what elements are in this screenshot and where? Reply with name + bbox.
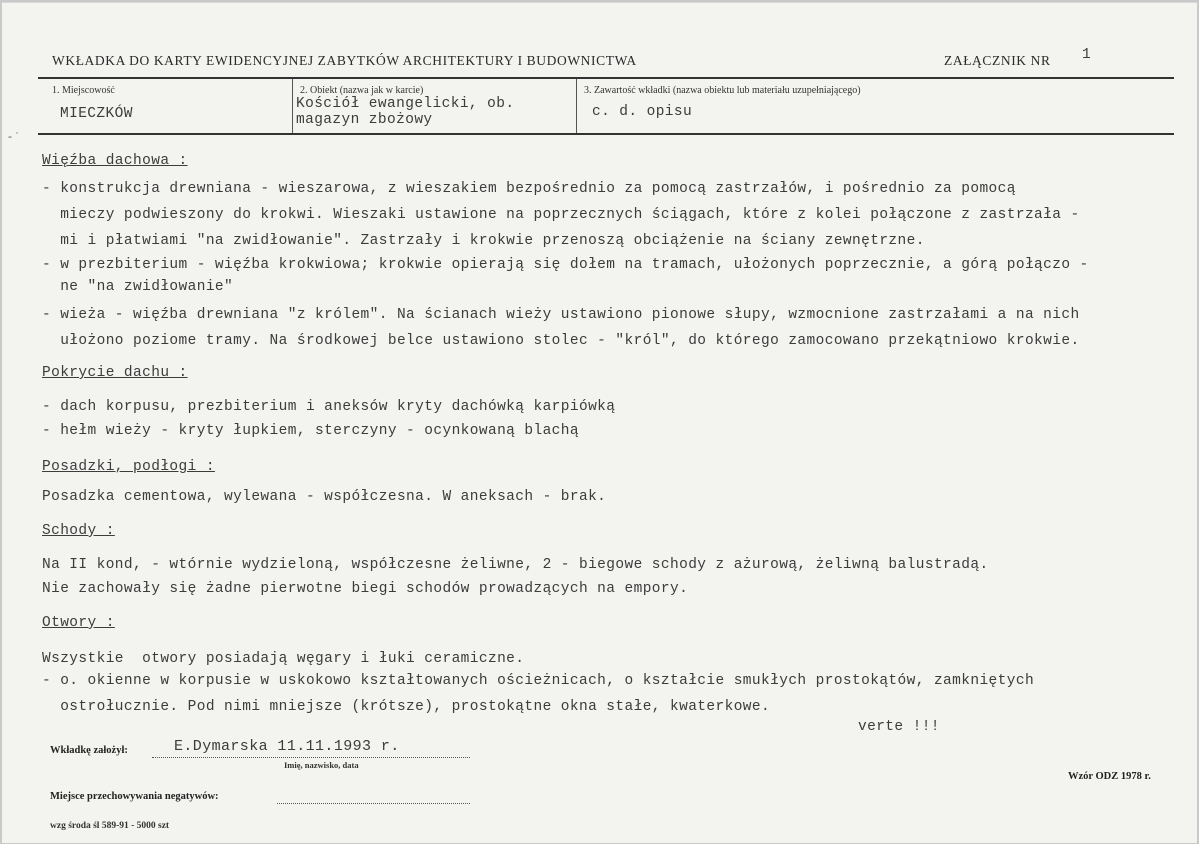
content-label: 3. Zawartość wkładki (nazwa obiektu lub materiału uzupełniającego) — [584, 85, 861, 96]
body-line: - o. okienne w korpusie w uskokowo kształtowanych ościeżnicach, o kształcie smukłych prostokątów, zamkniętych — [42, 673, 1035, 689]
print-info: wzg środa śl 589-91 - 5000 szt — [50, 821, 170, 831]
body-line: - hełm wieży - kryty łupkiem, sterczyny - ocynkowaną blachą — [42, 423, 579, 439]
body-line: - wieża - więźba drewniana "z królem". Na ścianach wieży ustawiono pionowe słupy, wzmocnione zastrzałami a na nich — [42, 307, 1080, 323]
form-title: WKŁADKA DO KARTY EWIDENCYJNEJ ZABYTKÓW ARCHITEKTURY I BUDOWNICTWA — [52, 53, 637, 68]
body-line: mi i płatwiami "na zwidłowanie". Zastrzały i krokwie przenoszą obciążenie na ściany zewnętrzne. — [42, 233, 925, 249]
verte-note: verte !!! — [858, 719, 940, 735]
negatives-label: Miejsce przechowywania negatywów: — [50, 791, 219, 802]
created-caption: Imię, nazwisko, data — [284, 760, 359, 770]
body-line: Nie zachowały się żadne pierwotne biegi schodów prowadzących na empory. — [42, 581, 689, 597]
section-heading-openings: Otwory : — [42, 615, 115, 631]
record-card — [2, 2, 1197, 843]
header-rule — [38, 77, 1174, 79]
fields-rule — [38, 133, 1174, 135]
attachment-label: ZAŁĄCZNIK NR — [944, 53, 1051, 68]
section-heading-floors: Posadzki, podłogi : — [42, 459, 215, 475]
created-label: Wkładkę założył: — [50, 745, 128, 756]
margin-mark: - ˙ — [8, 129, 19, 143]
object-value-line2: magazyn zbożowy — [296, 112, 433, 128]
body-line: ostrołucznie. Pod nimi mniejsze (krótsze), prostokątne okna stałe, kwaterkowe. — [42, 699, 771, 715]
section-heading-roofing: Pokrycie dachu : — [42, 365, 188, 381]
section-heading-roof-truss: Więźba dachowa : — [42, 153, 188, 169]
body-line: - dach korpusu, prezbiterium i aneksów kryty dachówką karpiówką — [42, 399, 616, 415]
negatives-dotted-line — [277, 803, 470, 804]
field-divider-1 — [292, 79, 293, 133]
created-dotted-line — [152, 757, 470, 758]
locality-value: MIECZKÓW — [60, 106, 133, 122]
body-line: Wszystkie otwory posiadają węgary i łuki ceramiczne. — [42, 651, 525, 667]
object-label: 2. Obiekt (nazwa jak w karcie) — [300, 85, 424, 96]
content-value: c. d. opisu — [592, 104, 693, 120]
locality-label: 1. Miejscowość — [52, 85, 115, 96]
created-value: E.Dymarska 11.11.1993 r. — [174, 738, 400, 755]
field-divider-2 — [576, 79, 577, 133]
body-line: Posadzka cementowa, wylewana - współczesna. W aneksach - brak. — [42, 489, 607, 505]
section-heading-stairs: Schody : — [42, 523, 115, 539]
body-line: - konstrukcja drewniana - wieszarowa, z wieszakiem bezpośrednio za pomocą zastrzałów, i pośrednio za pomocą — [42, 181, 1016, 197]
body-line: ułożono poziome tramy. Na środkowej belce ustawiono stolec - "król", do którego zamocowano przekątniowo krokwie. — [42, 333, 1080, 349]
object-value-line1: Kościół ewangelicki, ob. — [296, 96, 515, 112]
body-line: - w prezbiterium - więźba krokwiowa; krokwie opierają się dołem na tramach, ułożonych poprzecznie, a górą połączo - — [42, 257, 1089, 273]
body-line: Na II kond, - wtórnie wydzieloną, współczesne żeliwne, 2 - biegowe schody z ażurową, żeliwną balustradą. — [42, 557, 989, 573]
model-label: Wzór ODZ 1978 r. — [1068, 771, 1151, 782]
body-line: mieczy podwieszony do krokwi. Wieszaki ustawione na poprzecznych ściągach, które z kolei połączone z zastrzała - — [42, 207, 1080, 223]
body-line: ne "na zwidłowanie" — [42, 279, 234, 295]
attachment-number: 1 — [1082, 47, 1092, 63]
